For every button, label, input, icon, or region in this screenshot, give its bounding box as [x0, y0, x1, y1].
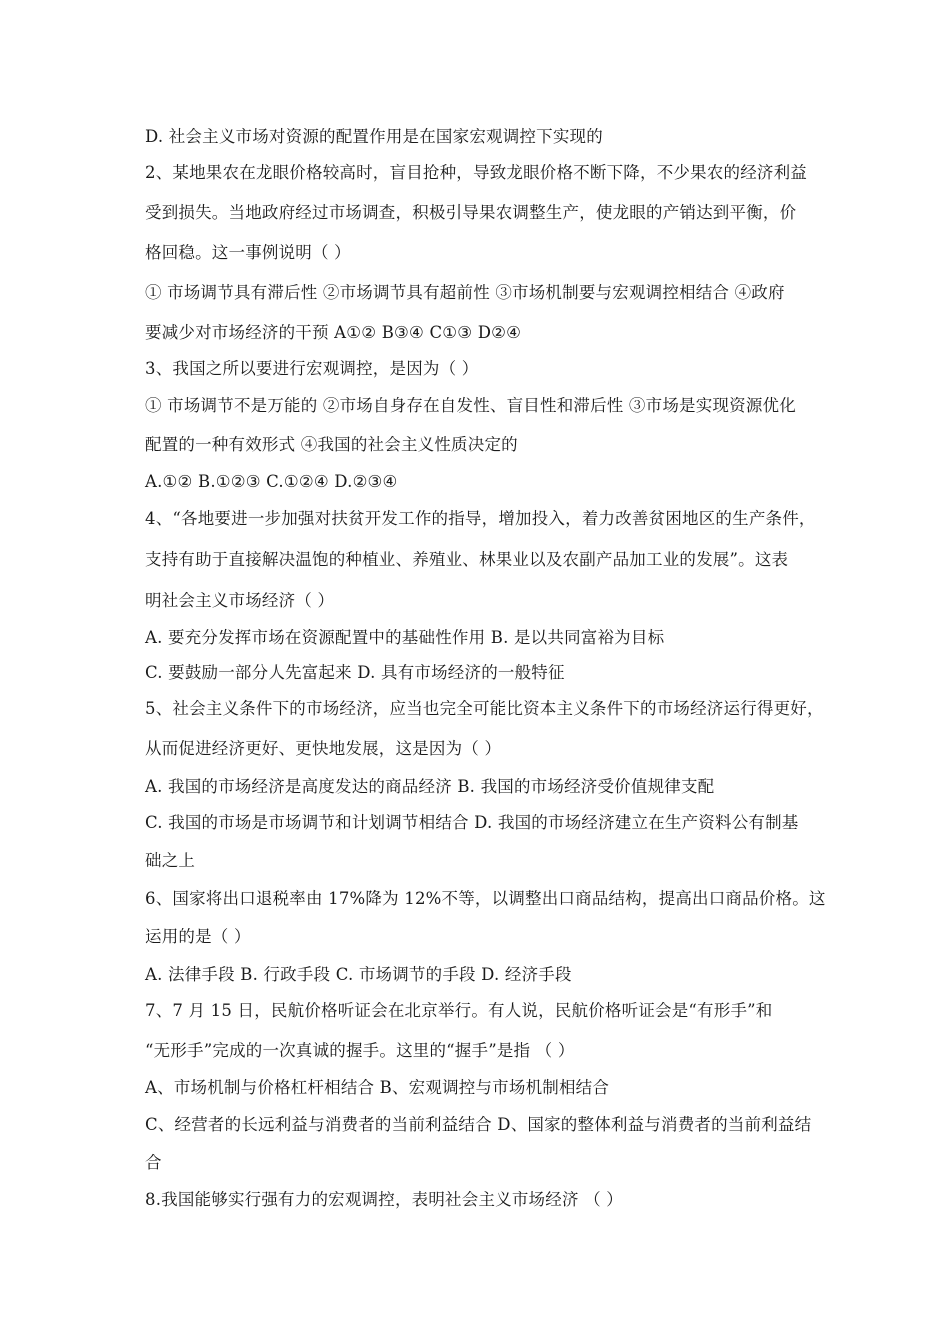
text-line: 础之上 — [145, 851, 196, 870]
answer-choices-line: C. 我国的市场是市场调节和计划调节相结合 D. 我国的市场经济建立在生产资料公有制基 — [145, 813, 799, 832]
text-line: 支持有助于直接解决温饱的种植业、养殖业、林果业以及农副产品加工业的发展”。这表 — [145, 550, 789, 569]
answer-choices-line: A、市场机制与价格杠杆相结合 B、宏观调控与市场机制相结合 — [145, 1078, 610, 1097]
question-6-line: 6、国家将出口退税率由 17%降为 12%不等，以调整出口商品结构，提高出口商品价格。这 — [145, 889, 826, 908]
text-line: 格回稳。这一事例说明（ ） — [145, 243, 351, 262]
text-line: 明社会主义市场经济（ ） — [145, 591, 335, 610]
text-line: D. 社会主义市场对资源的配置作用是在国家宏观调控下实现的 — [145, 127, 603, 146]
question-7-line: 7、7 月 15 日，民航价格听证会在北京举行。有人说，民航价格听证会是“有形手”和 — [145, 1001, 773, 1020]
text-line: 合 — [145, 1153, 162, 1172]
answer-choices-line: A. 要充分发挥市场在资源配置中的基础性作用 B. 是以共同富裕为目标 — [145, 628, 665, 647]
question-4-line: 4、“各地要进一步加强对扶贫开发工作的指导，增加投入，着力改善贫困地区的生产条件， — [145, 509, 816, 528]
options-line: 要减少对市场经济的干预 A①② B③④ C①③ D②④ — [145, 323, 522, 342]
answer-choices-line: A.①② B.①②③ C.①②④ D.②③④ — [145, 472, 398, 491]
options-line: ① 市场调节具有滞后性 ②市场调节具有超前性 ③市场机制要与宏观调控相结合 ④政府 — [145, 283, 785, 302]
options-line: 配置的一种有效形式 ④我国的社会主义性质决定的 — [145, 435, 518, 454]
text-line: 从而促进经济更好、更快地发展，这是因为（ ） — [145, 739, 502, 758]
answer-choices-line: A. 我国的市场经济是高度发达的商品经济 B. 我国的市场经济受价值规律支配 — [145, 777, 715, 796]
text-line: 受到损失。当地政府经过市场调查，积极引导果农调整生产，使龙眼的产销达到平衡，价 — [145, 203, 797, 222]
question-3-line: 3、我国之所以要进行宏观调控，是因为（ ） — [145, 359, 479, 378]
question-2-line: 2、某地果农在龙眼价格较高时，盲目抢种，导致龙眼价格不断下降，不少果农的经济利益 — [145, 163, 807, 182]
text-line: “无形手”完成的一次真诚的握手。这里的“握手”是指 （ ） — [145, 1041, 575, 1060]
answer-choices-line: A. 法律手段 B. 行政手段 C. 市场调节的手段 D. 经济手段 — [145, 965, 572, 984]
options-line: ① 市场调节不是万能的 ②市场自身存在自发性、盲目性和滞后性 ③市场是实现资源优化 — [145, 396, 796, 415]
question-5-line: 5、社会主义条件下的市场经济，应当也完全可能比资本主义条件下的市场经济运行得更好， — [145, 699, 824, 718]
text-line: 运用的是（ ） — [145, 927, 251, 946]
question-8-line: 8.我国能够实行强有力的宏观调控，表明社会主义市场经济 （ ） — [145, 1190, 623, 1209]
answer-choices-line: C、经营者的长远利益与消费者的当前利益结合 D、国家的整体利益与消费者的当前利益结 — [145, 1115, 812, 1134]
answer-choices-line: C. 要鼓励一部分人先富起来 D. 具有市场经济的一般特征 — [145, 663, 565, 682]
